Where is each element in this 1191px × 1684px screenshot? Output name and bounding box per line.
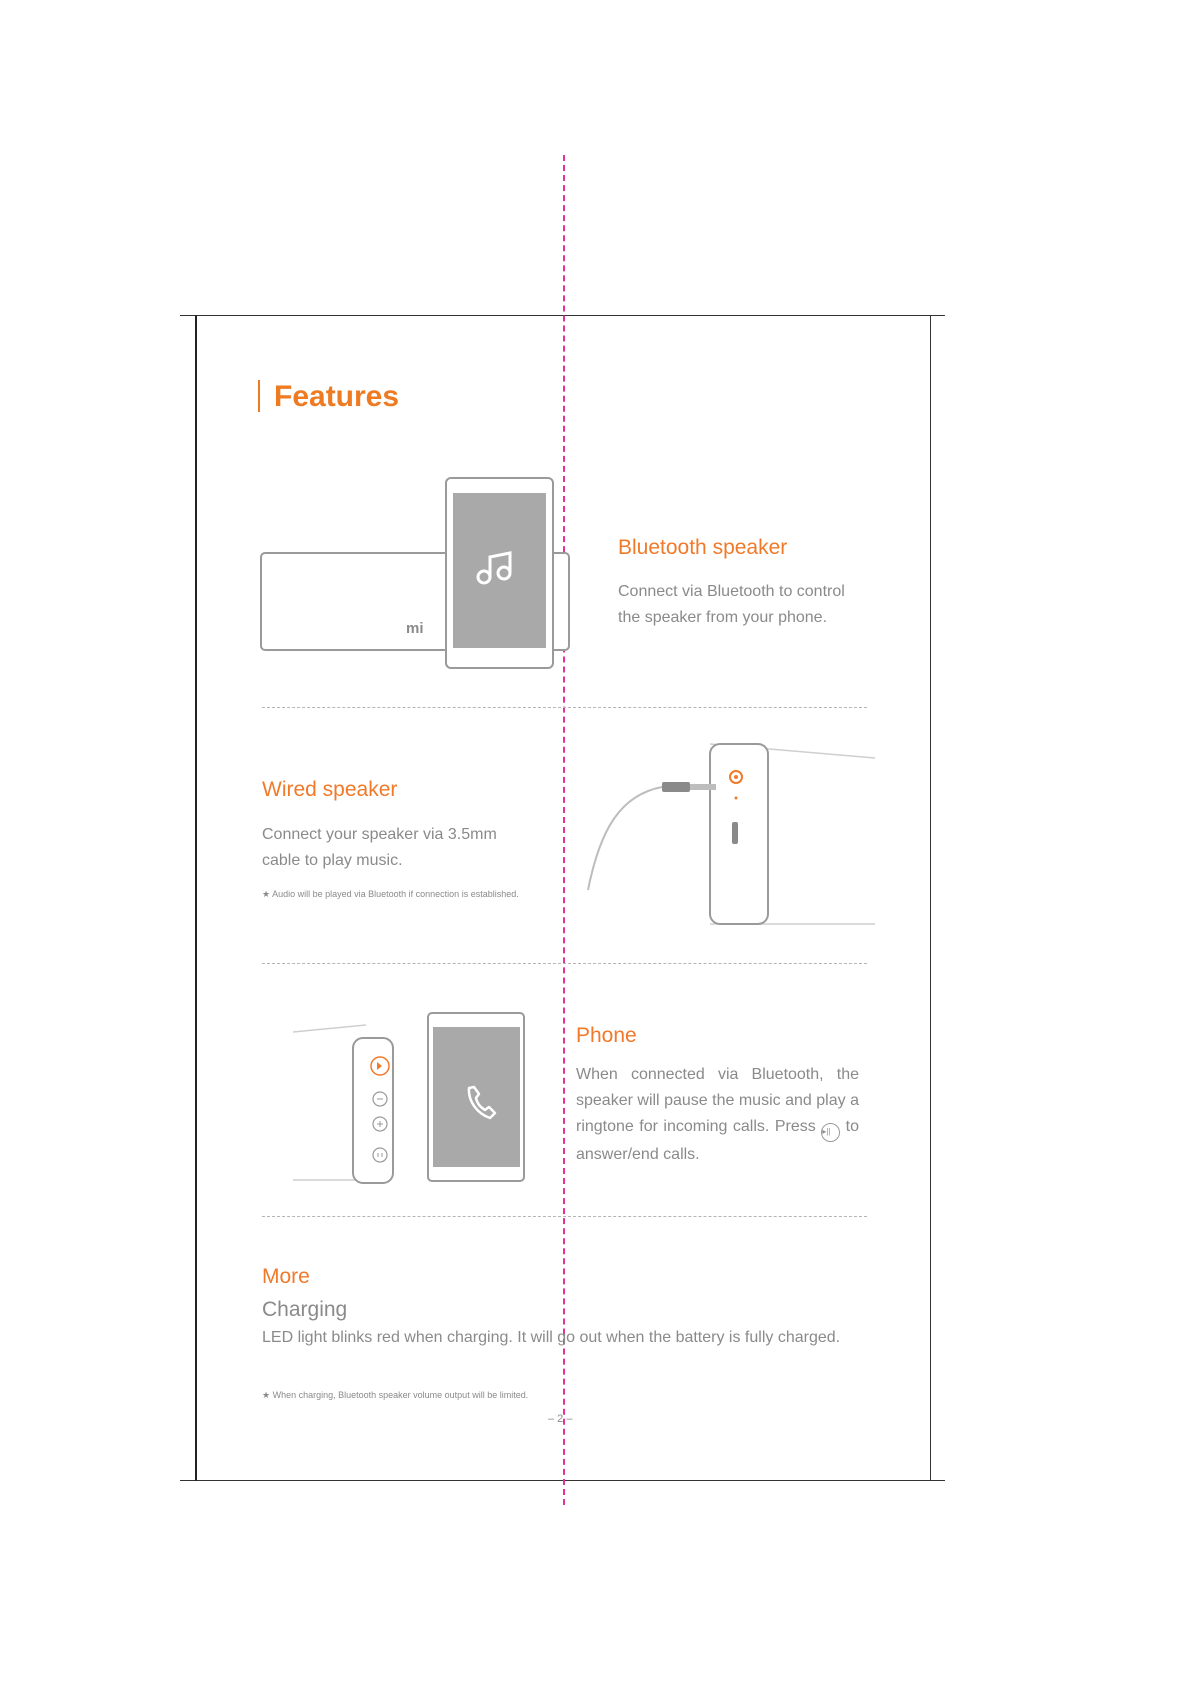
section-divider-1 bbox=[262, 707, 867, 708]
speaker-logo: mi bbox=[406, 620, 424, 637]
audio-cable bbox=[588, 787, 662, 890]
led-indicator bbox=[735, 797, 738, 800]
power-icon bbox=[373, 1148, 387, 1162]
wired-note: ★ Audio will be played via Bluetooth if connection is established. bbox=[262, 889, 519, 899]
frame-right bbox=[930, 315, 931, 1481]
charging-body: LED light blinks red when charging. It will go out when the battery is fully charged. bbox=[262, 1329, 841, 1346]
more-heading: More bbox=[262, 1265, 310, 1288]
fold-line bbox=[563, 155, 565, 1505]
wired-line-2: cable to play music. bbox=[262, 852, 403, 869]
volume-down-icon bbox=[373, 1092, 387, 1106]
page-title: Features bbox=[258, 380, 399, 414]
phone-illustration bbox=[288, 1010, 528, 1185]
bluetooth-line-2: the speaker from your phone. bbox=[618, 609, 828, 626]
wired-line-1: Connect your speaker via 3.5mm bbox=[262, 826, 497, 843]
bluetooth-heading: Bluetooth speaker bbox=[618, 536, 788, 559]
phone-text-part-1: When connected via Bluetooth, the speaker will pause the music and play a ringtone for incoming calls. Press bbox=[576, 1066, 859, 1135]
section-divider-2 bbox=[262, 963, 867, 964]
phone-heading: Phone bbox=[576, 1024, 637, 1047]
wired-illustration bbox=[580, 740, 880, 930]
phone-body-text bbox=[576, 1062, 859, 1168]
volume-up-icon bbox=[373, 1117, 387, 1131]
wired-heading: Wired speaker bbox=[262, 778, 398, 801]
play-pause-inline-icon: ▸|| bbox=[821, 1123, 840, 1142]
section-divider-3 bbox=[262, 1216, 867, 1217]
phone-text-part-2: to answer/end calls. bbox=[576, 1118, 859, 1163]
charging-subheading: Charging bbox=[262, 1298, 348, 1321]
play-pause-icon bbox=[371, 1057, 389, 1075]
charge-port bbox=[732, 822, 738, 844]
page-number: – 2 – bbox=[548, 1413, 573, 1425]
charging-note: ★ When charging, Bluetooth speaker volume output will be limited. bbox=[262, 1390, 529, 1400]
bluetooth-line-1: Connect via Bluetooth to control bbox=[618, 583, 845, 600]
audio-plug bbox=[662, 782, 690, 792]
frame-left bbox=[195, 315, 197, 1481]
bluetooth-illustration bbox=[258, 475, 573, 675]
